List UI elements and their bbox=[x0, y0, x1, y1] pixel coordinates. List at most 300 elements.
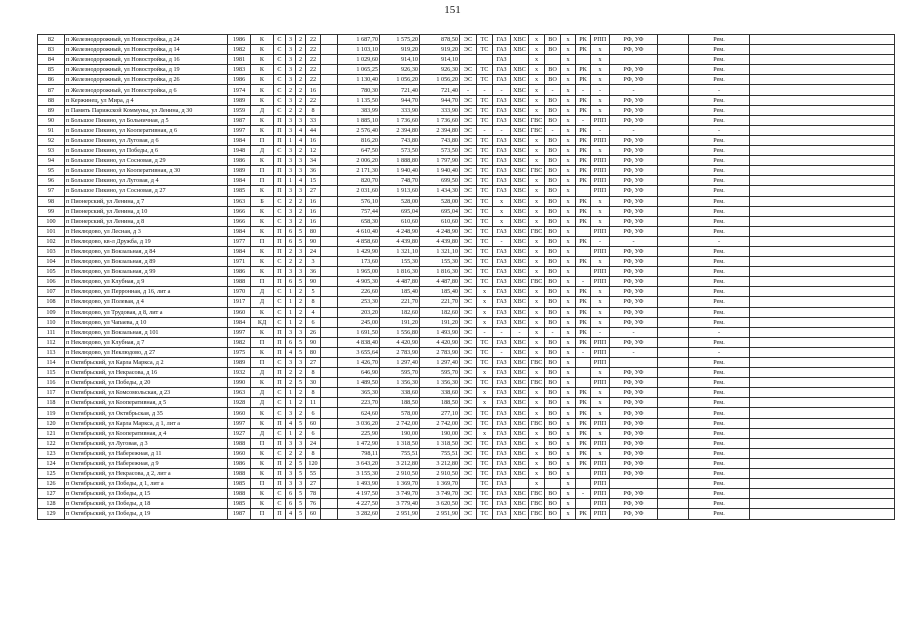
electricity-cell: ЭС bbox=[460, 499, 477, 509]
cold-water-cell: ХВС bbox=[511, 307, 529, 317]
facade-work-cell: РФ, УФ bbox=[610, 135, 658, 145]
apartments-cell: 8 bbox=[306, 105, 321, 115]
gas-cell: х bbox=[493, 216, 511, 226]
marker-cell: х bbox=[561, 327, 576, 337]
build-year-cell: 1988 bbox=[228, 489, 251, 499]
residential-area-cell: 1 369,70 bbox=[420, 479, 460, 489]
hot-water-cell: х bbox=[529, 105, 545, 115]
electricity-cell: ЭС bbox=[460, 125, 477, 135]
living-area-cell: 4 487,80 bbox=[380, 277, 420, 287]
residential-area-cell: 528,00 bbox=[420, 196, 460, 206]
cold-water-cell: ХВС bbox=[511, 146, 529, 156]
living-area-cell: 578,00 bbox=[380, 408, 420, 418]
gas-cell: ГАЗ bbox=[493, 358, 511, 368]
residential-area-cell: 695,04 bbox=[420, 206, 460, 216]
entrances-cell: 6 bbox=[286, 236, 296, 246]
total-area-cell: 1 965,00 bbox=[338, 267, 380, 277]
blank-3-cell bbox=[750, 135, 895, 145]
blank-3-cell bbox=[750, 85, 895, 95]
repair-type-cell: Рем. bbox=[689, 105, 750, 115]
table-row bbox=[38, 236, 895, 246]
electricity-cell: ЭС bbox=[460, 368, 477, 378]
blank-2-cell bbox=[658, 398, 689, 408]
roof-work-cell: РК bbox=[576, 176, 591, 186]
living-area-cell: 914,10 bbox=[380, 55, 420, 65]
heating-cell: ТС bbox=[477, 347, 493, 357]
residential-area-cell: 221,70 bbox=[420, 297, 460, 307]
wall-material-cell: П bbox=[251, 236, 274, 246]
blank-3-cell bbox=[750, 206, 895, 216]
build-year-cell: 1960 bbox=[228, 448, 251, 458]
hot-water-cell: ГВС bbox=[529, 125, 545, 135]
blank-3-cell bbox=[750, 105, 895, 115]
electricity-cell: ЭС bbox=[460, 196, 477, 206]
roof-work-cell bbox=[576, 378, 591, 388]
rpp-cell: х bbox=[591, 398, 610, 408]
apartments-cell: 8 bbox=[306, 448, 321, 458]
heating-cell: ТС bbox=[477, 206, 493, 216]
heating-cell: ТС bbox=[477, 479, 493, 489]
marker-cell: х bbox=[561, 307, 576, 317]
heating-cell: ТС bbox=[477, 75, 493, 85]
cold-water-cell: ХВС bbox=[511, 469, 529, 479]
facade-work-cell: РФ, УФ bbox=[610, 509, 658, 519]
facade-work-cell: РФ, УФ bbox=[610, 428, 658, 438]
gas-cell: ГАЗ bbox=[493, 186, 511, 196]
build-year-cell: 1948 bbox=[228, 146, 251, 156]
blank-2-cell bbox=[658, 176, 689, 186]
wall-material-cell: П bbox=[251, 337, 274, 347]
floors-cell: 2 bbox=[296, 95, 306, 105]
cold-water-cell: ХВС bbox=[511, 95, 529, 105]
repair-type-cell: Рем. bbox=[689, 156, 750, 166]
build-year-cell: 1982 bbox=[228, 337, 251, 347]
repair-type-cell: - bbox=[689, 327, 750, 337]
gas-cell: ГАЗ bbox=[493, 479, 511, 489]
material-type-cell: С bbox=[274, 146, 286, 156]
gas-cell: - bbox=[493, 85, 511, 95]
sewerage-cell: ВО bbox=[545, 115, 561, 125]
facade-work-cell: РФ, УФ bbox=[610, 216, 658, 226]
table-row bbox=[38, 307, 895, 317]
apartments-cell: 22 bbox=[306, 45, 321, 55]
living-area-cell: 155,30 bbox=[380, 257, 420, 267]
blank-2-cell bbox=[658, 307, 689, 317]
marker-cell: х bbox=[561, 297, 576, 307]
heating-cell: х bbox=[477, 317, 493, 327]
address-cell: п Неклюдово, ул Лесная, д 3 bbox=[65, 226, 228, 236]
heating-cell: ТС bbox=[477, 186, 493, 196]
table-row bbox=[38, 95, 895, 105]
marker-cell: х bbox=[561, 65, 576, 75]
sewerage-cell: ВО bbox=[545, 216, 561, 226]
cold-water-cell: ХВС bbox=[511, 408, 529, 418]
heating-cell: ТС bbox=[477, 358, 493, 368]
blank-3-cell bbox=[750, 257, 895, 267]
total-area-cell: 4 227,50 bbox=[338, 499, 380, 509]
hot-water-cell: х bbox=[529, 267, 545, 277]
roof-work-cell: - bbox=[576, 277, 591, 287]
blank-cell bbox=[321, 499, 338, 509]
floors-cell: 2 bbox=[296, 448, 306, 458]
apartments-cell: 16 bbox=[306, 216, 321, 226]
build-year-cell: 1966 bbox=[228, 216, 251, 226]
gas-cell: ГАЗ bbox=[493, 267, 511, 277]
sewerage-cell: ВО bbox=[545, 489, 561, 499]
repair-type-cell: Рем. bbox=[689, 246, 750, 256]
facade-work-cell: РФ, УФ bbox=[610, 458, 658, 468]
total-area-cell: 3 036,20 bbox=[338, 418, 380, 428]
roof-work-cell: РК bbox=[576, 327, 591, 337]
sewerage-cell: ВО bbox=[545, 267, 561, 277]
entrances-cell: 6 bbox=[286, 337, 296, 347]
apartments-cell: 120 bbox=[306, 458, 321, 468]
blank-2-cell bbox=[658, 317, 689, 327]
total-area-cell: 1 065,25 bbox=[338, 65, 380, 75]
residential-area-cell: 926,30 bbox=[420, 65, 460, 75]
floors-cell: 2 bbox=[296, 45, 306, 55]
blank-3-cell bbox=[750, 146, 895, 156]
gas-cell: х bbox=[493, 196, 511, 206]
blank-cell bbox=[321, 75, 338, 85]
floors-cell: 5 bbox=[296, 226, 306, 236]
repair-type-cell: - bbox=[689, 85, 750, 95]
blank-3-cell bbox=[750, 246, 895, 256]
blank-3-cell bbox=[750, 166, 895, 176]
blank-cell bbox=[321, 105, 338, 115]
blank-cell bbox=[321, 479, 338, 489]
electricity-cell: ЭС bbox=[460, 287, 477, 297]
apartments-cell: 26 bbox=[306, 327, 321, 337]
material-type-cell: П bbox=[274, 156, 286, 166]
row-number-cell: 82 bbox=[38, 35, 65, 45]
table-row bbox=[38, 186, 895, 196]
floors-cell: 5 bbox=[296, 277, 306, 287]
facade-work-cell: РФ, УФ bbox=[610, 105, 658, 115]
table-row bbox=[38, 75, 895, 85]
cold-water-cell: ХВС bbox=[511, 65, 529, 75]
marker-cell: х bbox=[561, 499, 576, 509]
sewerage-cell: ВО bbox=[545, 35, 561, 45]
cold-water-cell: ХВС bbox=[511, 45, 529, 55]
roof-work-cell: РК bbox=[576, 509, 591, 519]
heating-cell: - bbox=[477, 125, 493, 135]
living-area-cell: 3 749,70 bbox=[380, 489, 420, 499]
table-row bbox=[38, 297, 895, 307]
apartments-cell: 11 bbox=[306, 398, 321, 408]
rpp-cell: х bbox=[591, 65, 610, 75]
gas-cell: ГАЗ bbox=[493, 509, 511, 519]
blank-cell bbox=[321, 408, 338, 418]
gas-cell: - bbox=[493, 347, 511, 357]
electricity-cell: ЭС bbox=[460, 267, 477, 277]
address-cell: п Неклюдово, ул Вокзальная, д 89 bbox=[65, 257, 228, 267]
address-cell: п Неклюдово, ул Вокзальная, д 99 bbox=[65, 267, 228, 277]
facade-work-cell: РФ, УФ bbox=[610, 267, 658, 277]
blank-3-cell bbox=[750, 408, 895, 418]
blank-2-cell bbox=[658, 35, 689, 45]
row-number-cell: 129 bbox=[38, 509, 65, 519]
marker-cell: х bbox=[561, 55, 576, 65]
gas-cell: ГАЗ bbox=[493, 368, 511, 378]
sewerage-cell: ВО bbox=[545, 297, 561, 307]
table-row bbox=[38, 267, 895, 277]
roof-work-cell: РК bbox=[576, 398, 591, 408]
build-year-cell: 1985 bbox=[228, 479, 251, 489]
repair-type-cell: Рем. bbox=[689, 267, 750, 277]
total-area-cell: 4 197,50 bbox=[338, 489, 380, 499]
cold-water-cell: ХВС bbox=[511, 458, 529, 468]
build-year-cell: 1987 bbox=[228, 115, 251, 125]
blank-cell bbox=[321, 125, 338, 135]
build-year-cell: 1984 bbox=[228, 317, 251, 327]
repair-type-cell: Рем. bbox=[689, 489, 750, 499]
facade-work-cell: РФ, УФ bbox=[610, 448, 658, 458]
roof-work-cell: РК bbox=[576, 388, 591, 398]
material-type-cell: П bbox=[274, 277, 286, 287]
floors-cell: 5 bbox=[296, 347, 306, 357]
living-area-cell: 221,70 bbox=[380, 297, 420, 307]
blank-cell bbox=[321, 206, 338, 216]
blank-3-cell bbox=[750, 438, 895, 448]
living-area-cell: 2 394,80 bbox=[380, 125, 420, 135]
entrances-cell: 3 bbox=[286, 125, 296, 135]
total-area-cell: 816,20 bbox=[338, 135, 380, 145]
repair-type-cell: Рем. bbox=[689, 186, 750, 196]
blank-cell bbox=[321, 469, 338, 479]
entrances-cell: 3 bbox=[286, 35, 296, 45]
floors-cell: 2 bbox=[296, 297, 306, 307]
floors-cell: 2 bbox=[296, 307, 306, 317]
facade-work-cell: РФ, УФ bbox=[610, 206, 658, 216]
roof-work-cell bbox=[576, 469, 591, 479]
cold-water-cell: ХВС bbox=[511, 499, 529, 509]
cold-water-cell: ХВС bbox=[511, 448, 529, 458]
marker-cell: х bbox=[561, 135, 576, 145]
marker-cell: х bbox=[561, 448, 576, 458]
heating-cell: ТС bbox=[477, 166, 493, 176]
material-type-cell: П bbox=[274, 236, 286, 246]
apartments-cell: 3 bbox=[306, 257, 321, 267]
blank-2-cell bbox=[658, 45, 689, 55]
blank-cell bbox=[321, 388, 338, 398]
wall-material-cell: КД bbox=[251, 317, 274, 327]
cold-water-cell: ХВС bbox=[511, 418, 529, 428]
row-number-cell: 102 bbox=[38, 236, 65, 246]
residential-area-cell: 1 056,20 bbox=[420, 75, 460, 85]
marker-cell: х bbox=[561, 105, 576, 115]
row-number-cell: 89 bbox=[38, 105, 65, 115]
material-type-cell: С bbox=[274, 216, 286, 226]
gas-cell: ГАЗ bbox=[493, 226, 511, 236]
living-area-cell: 1 940,40 bbox=[380, 166, 420, 176]
rpp-cell: х bbox=[591, 45, 610, 55]
apartments-cell: 6 bbox=[306, 317, 321, 327]
electricity-cell: ЭС bbox=[460, 257, 477, 267]
blank-2-cell bbox=[658, 75, 689, 85]
roof-work-cell: РК bbox=[576, 448, 591, 458]
heating-cell: ТС bbox=[477, 438, 493, 448]
apartments-cell: 33 bbox=[306, 115, 321, 125]
marker-cell: х bbox=[561, 469, 576, 479]
electricity-cell: ЭС bbox=[460, 206, 477, 216]
address-cell: п Неклюдово, ул Полевая, д 4 bbox=[65, 297, 228, 307]
sewerage-cell: ВО bbox=[545, 337, 561, 347]
living-area-cell: 919,20 bbox=[380, 45, 420, 55]
material-type-cell: С bbox=[274, 196, 286, 206]
residential-area-cell: 610,60 bbox=[420, 216, 460, 226]
living-area-cell: 2 783,90 bbox=[380, 347, 420, 357]
facade-work-cell: РФ, УФ bbox=[610, 186, 658, 196]
facade-work-cell: - bbox=[610, 125, 658, 135]
blank-2-cell bbox=[658, 358, 689, 368]
table-row bbox=[38, 226, 895, 236]
gas-cell: ГАЗ bbox=[493, 135, 511, 145]
material-type-cell: П bbox=[274, 176, 286, 186]
facade-work-cell: РФ, УФ bbox=[610, 287, 658, 297]
blank-cell bbox=[321, 307, 338, 317]
heating-cell: х bbox=[477, 307, 493, 317]
gas-cell: ГАЗ bbox=[493, 448, 511, 458]
build-year-cell: 1988 bbox=[228, 438, 251, 448]
hot-water-cell: ГВС bbox=[529, 115, 545, 125]
roof-work-cell: РК bbox=[576, 65, 591, 75]
gas-cell: ГАЗ bbox=[493, 156, 511, 166]
wall-material-cell: К bbox=[251, 469, 274, 479]
hot-water-cell: ГВС bbox=[529, 166, 545, 176]
residential-area-cell: 1 356,30 bbox=[420, 378, 460, 388]
floors-cell: 4 bbox=[296, 125, 306, 135]
blank-2-cell bbox=[658, 226, 689, 236]
residential-area-cell: 190,00 bbox=[420, 428, 460, 438]
build-year-cell: 1966 bbox=[228, 206, 251, 216]
roof-work-cell: РК bbox=[576, 75, 591, 85]
floors-cell: 5 bbox=[296, 236, 306, 246]
cold-water-cell: ХВС bbox=[511, 337, 529, 347]
residential-area-cell: 338,60 bbox=[420, 388, 460, 398]
total-area-cell: 383,99 bbox=[338, 105, 380, 115]
total-area-cell: 1 472,90 bbox=[338, 438, 380, 448]
rpp-cell: РПП bbox=[591, 186, 610, 196]
material-type-cell: П bbox=[274, 458, 286, 468]
entrances-cell: 1 bbox=[286, 307, 296, 317]
blank-3-cell bbox=[750, 327, 895, 337]
living-area-cell: 190,00 bbox=[380, 428, 420, 438]
marker-cell: х bbox=[561, 347, 576, 357]
cold-water-cell: ХВС bbox=[511, 186, 529, 196]
entrances-cell: 1 bbox=[286, 287, 296, 297]
floors-cell: 2 bbox=[296, 55, 306, 65]
electricity-cell: ЭС bbox=[460, 95, 477, 105]
sewerage-cell: ВО bbox=[545, 388, 561, 398]
total-area-cell: 365,30 bbox=[338, 388, 380, 398]
cold-water-cell: ХВС bbox=[511, 257, 529, 267]
electricity-cell: ЭС bbox=[460, 146, 477, 156]
residential-area-cell: 1 434,30 bbox=[420, 186, 460, 196]
blank-2-cell bbox=[658, 327, 689, 337]
blank-2-cell bbox=[658, 206, 689, 216]
living-area-cell: 3 779,40 bbox=[380, 499, 420, 509]
marker-cell: х bbox=[561, 146, 576, 156]
blank-cell bbox=[321, 317, 338, 327]
row-number-cell: 83 bbox=[38, 45, 65, 55]
entrances-cell: 3 bbox=[286, 469, 296, 479]
total-area-cell: 4 858,60 bbox=[338, 236, 380, 246]
electricity-cell: ЭС bbox=[460, 236, 477, 246]
repair-type-cell: - bbox=[689, 125, 750, 135]
entrances-cell: 1 bbox=[286, 297, 296, 307]
electricity-cell: ЭС bbox=[460, 327, 477, 337]
residential-area-cell: 185,40 bbox=[420, 287, 460, 297]
table-row bbox=[38, 216, 895, 226]
living-area-cell: 338,60 bbox=[380, 388, 420, 398]
entrances-cell: 2 bbox=[286, 105, 296, 115]
address-cell: п Октябрьский, ул Набережная, д 9 bbox=[65, 458, 228, 468]
address-cell: п Железнодорожный, ул Новостройка, д 16 bbox=[65, 55, 228, 65]
blank-3-cell bbox=[750, 277, 895, 287]
rpp-cell: х bbox=[591, 146, 610, 156]
rpp-cell: х bbox=[591, 257, 610, 267]
blank-3-cell bbox=[750, 125, 895, 135]
residential-area-cell: 3 620,50 bbox=[420, 499, 460, 509]
blank-2-cell bbox=[658, 246, 689, 256]
cold-water-cell: ХВС bbox=[511, 388, 529, 398]
wall-material-cell: П bbox=[251, 479, 274, 489]
table-row bbox=[38, 246, 895, 256]
blank-2-cell bbox=[658, 378, 689, 388]
hot-water-cell: ГВС bbox=[529, 418, 545, 428]
row-number-cell: 115 bbox=[38, 368, 65, 378]
row-number-cell: 95 bbox=[38, 166, 65, 176]
residential-area-cell: 1 321,10 bbox=[420, 246, 460, 256]
apartments-cell: 78 bbox=[306, 489, 321, 499]
address-cell: п Неклюдово, ул Трудовая, д 8, лит а bbox=[65, 307, 228, 317]
cold-water-cell: ХВС bbox=[511, 509, 529, 519]
total-area-cell: 4 838,40 bbox=[338, 337, 380, 347]
electricity-cell: ЭС bbox=[460, 45, 477, 55]
hot-water-cell: х bbox=[529, 156, 545, 166]
row-number-cell: 109 bbox=[38, 307, 65, 317]
roof-work-cell bbox=[576, 358, 591, 368]
row-number-cell: 124 bbox=[38, 458, 65, 468]
address-cell: п Большое Пикино, ул Кооперативная, д 6 bbox=[65, 125, 228, 135]
electricity-cell: ЭС bbox=[460, 428, 477, 438]
address-cell: п Октябрьский, ул Кооперативная, д 5 bbox=[65, 398, 228, 408]
wall-material-cell: К bbox=[251, 327, 274, 337]
row-number-cell: 94 bbox=[38, 156, 65, 166]
roof-work-cell: - bbox=[576, 85, 591, 95]
hot-water-cell: х bbox=[529, 75, 545, 85]
residential-area-cell: 1 297,40 bbox=[420, 358, 460, 368]
electricity-cell: ЭС bbox=[460, 398, 477, 408]
entrances-cell: 2 bbox=[286, 257, 296, 267]
electricity-cell: ЭС bbox=[460, 166, 477, 176]
row-number-cell: 84 bbox=[38, 55, 65, 65]
living-area-cell: 3 212,80 bbox=[380, 458, 420, 468]
table-row bbox=[38, 368, 895, 378]
gas-cell: ГАЗ bbox=[493, 257, 511, 267]
entrances-cell: 3 bbox=[286, 115, 296, 125]
address-cell: п Железнодорожный, ул Новостройка, д 24 bbox=[65, 35, 228, 45]
cold-water-cell: ХВС bbox=[511, 297, 529, 307]
cold-water-cell: ХВС bbox=[511, 267, 529, 277]
apartments-cell: 16 bbox=[306, 135, 321, 145]
gas-cell: ГАЗ bbox=[493, 499, 511, 509]
material-type-cell: С bbox=[274, 388, 286, 398]
residential-area-cell: 595,70 bbox=[420, 368, 460, 378]
wall-material-cell: К bbox=[251, 55, 274, 65]
cold-water-cell: ХВС bbox=[511, 216, 529, 226]
